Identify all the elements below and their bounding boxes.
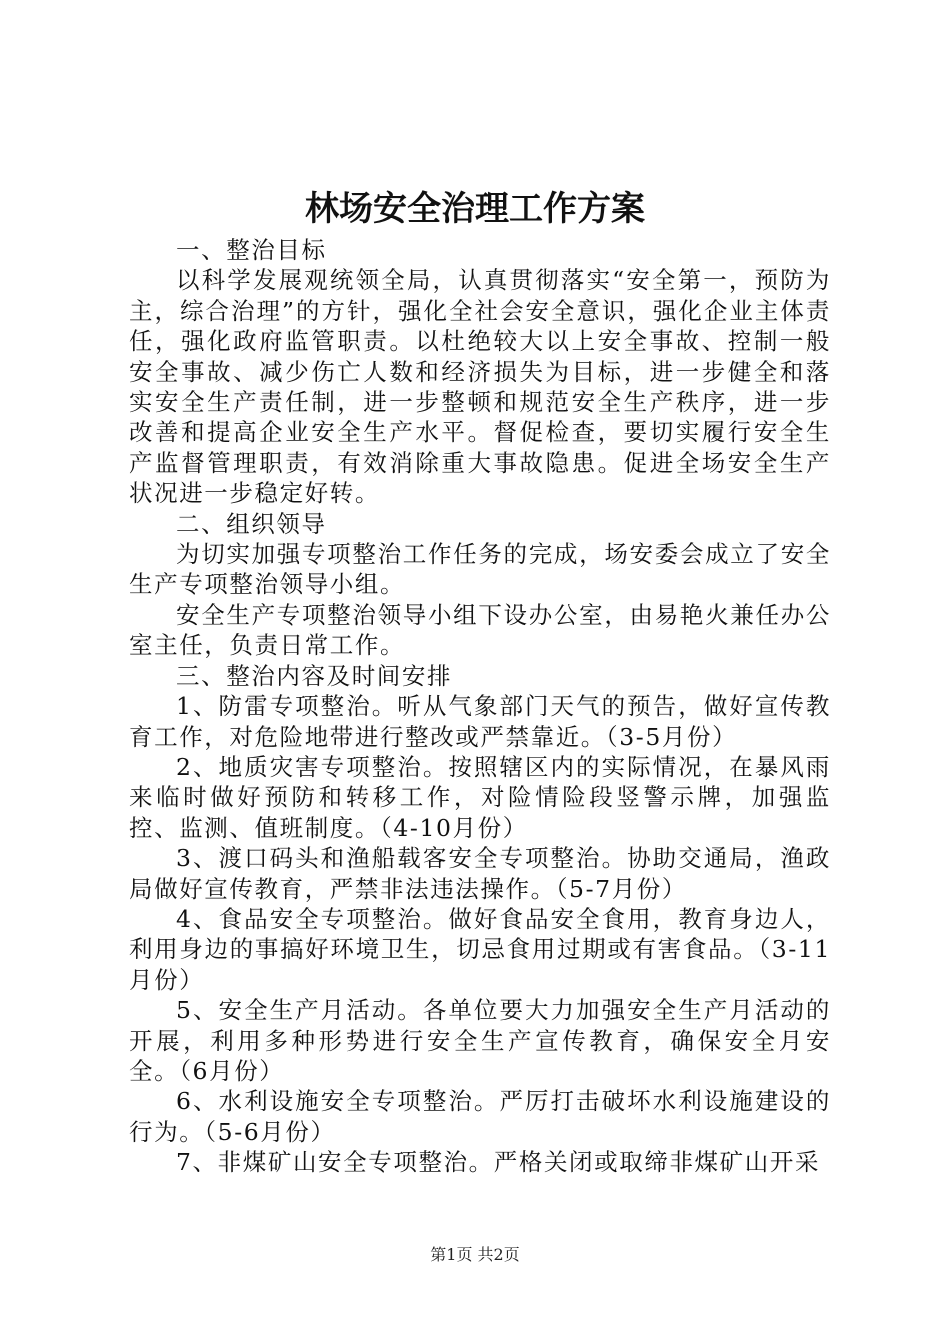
paragraph: 安全生产专项整治领导小组下设办公室，由易艳火兼任办公室主任，负责日常工作。 [129,600,831,660]
document-title: 林场安全治理工作方案 [305,189,645,229]
list-item: 6、水利设施安全专项整治。严厉打击破坏水利设施建设的行为。（5-6月份） [129,1087,831,1146]
section-heading: 三、整治内容及时间安排 [176,661,453,690]
list-item: 1、防雷专项整治。听从气象部门天气的预告，做好宣传教育工作，对危险地带进行整改或严禁靠近。（3-5月份） [129,692,831,751]
section-heading: 一、整治目标 [176,236,327,264]
paragraph: 为切实加强专项整治工作任务的完成，场安委会成立了安全生产专项整治领导小组。 [129,540,831,599]
list-item: 2、地质灾害专项整治。按照辖区内的实际情况，在暴风雨来临时做好预防和转移工作，对险情险段竖警示牌，加强监控、监测、值班制度。（4-10月份） [129,752,831,842]
page-number: 第1页 共2页 [430,1245,520,1264]
section-heading: 二、组织领导 [176,509,327,538]
list-item: 7、非煤矿山安全专项整治。严格关闭或取缔非煤矿山开采 [176,1148,821,1177]
list-item: 4、食品安全专项整治。做好食品安全食用，教育身边人，利用身边的事搞好环境卫生，切忌食用过期或有害食品。（3-11月份） [129,904,831,994]
list-item: 3、渡口码头和渔船载客安全专项整治。协助交通局，渔政局做好宣传教育，严禁非法违法操作。（5-7月份） [129,844,831,903]
document-body [129,235,831,1178]
paragraph: 以科学发展观统领全局，认真贯彻落实“安全第一，预防为主，综合治理”的方针，强化全社会安全意识，强化企业主体责任，强化政府监管职责。以杜绝较大以上安全事故、控制一般安全事故、减少伤亡人数和经济损失为目标，进一步健全和落实安全生产责任制，进一步整顿和规范安全生产秩序，进一步改善和提高企业安全生产水平。督促检查，要切实履行安全生产监督管理职责，有效消除重大事故隐患。促进全场安全生产状况进一步稳定好转。 [129,266,831,508]
list-item: 5、安全生产月活动。各单位要大力加强安全生产月活动的开展，利用多种形势进行安全生产宣传教育，确保安全月安全。（6月份） [129,996,831,1085]
